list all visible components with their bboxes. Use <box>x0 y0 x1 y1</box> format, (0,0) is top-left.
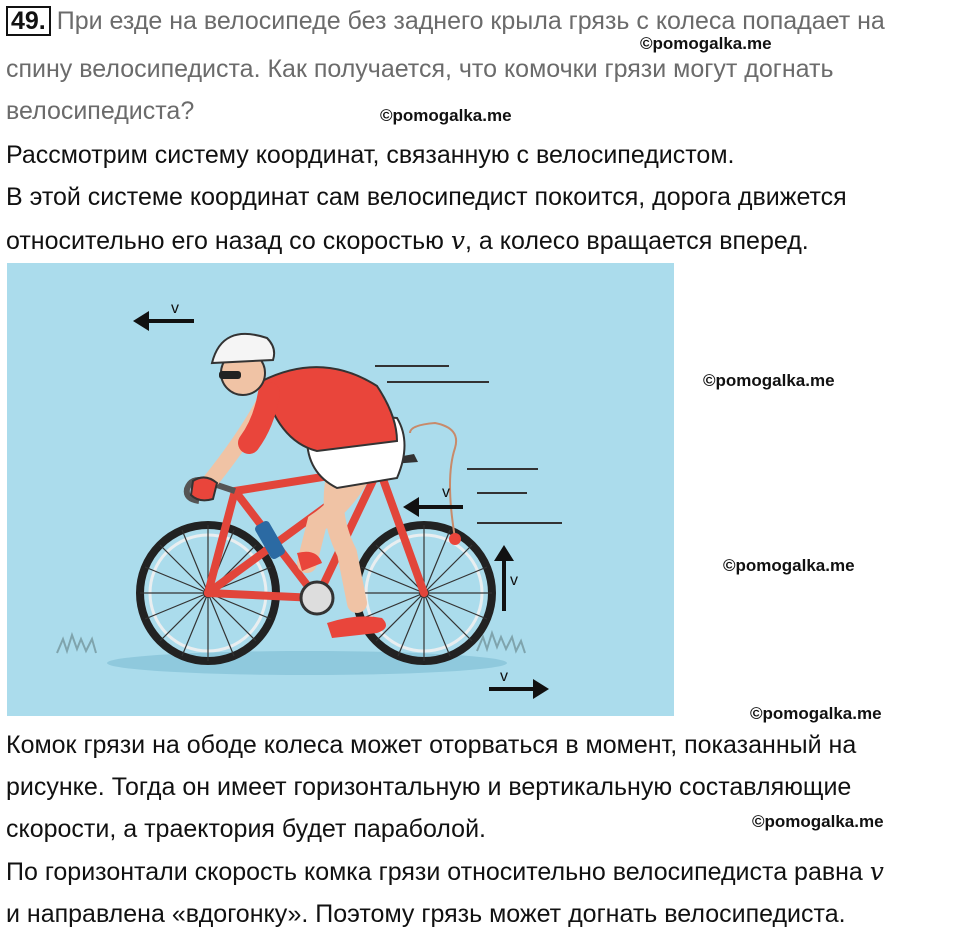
arrow-top-left <box>133 311 194 331</box>
solution-p4a-pre: По горизонтали скорость комка грязи относительно велосипедиста равна <box>6 858 870 886</box>
label-top-left: v <box>171 300 179 317</box>
problem-line-3: велосипедиста? <box>6 97 195 125</box>
mud-trajectory <box>410 423 456 538</box>
helmet <box>212 334 274 363</box>
arrow-mud <box>403 497 463 517</box>
solution-p3c: скорости, а траектория будет параболой. <box>6 815 486 843</box>
grass-left <box>57 635 96 653</box>
chainring <box>301 582 333 614</box>
grass-right <box>477 633 525 653</box>
solution-p3a: Комок грязи на ободе колеса может оторваться в момент, показанный на <box>6 731 857 759</box>
problem-line-2: спину велосипедиста. Как получается, что комочки грязи могут догнать <box>6 55 834 83</box>
watermark-3: ©pomogalka.me <box>703 371 835 390</box>
watermark-4: ©pomogalka.me <box>723 556 855 575</box>
shoe-2 <box>327 616 386 638</box>
velocity-symbol: v <box>450 226 465 255</box>
shirt <box>262 367 397 451</box>
watermark-1: ©pomogalka.me <box>640 34 772 53</box>
solution-p2a: В этой системе координат сам велосипедист покоится, дорога движется <box>6 183 847 211</box>
velocity-symbol-2: v <box>869 857 884 886</box>
label-road: v <box>500 668 508 685</box>
solution-p2b <box>6 226 809 256</box>
problem-number: 49. <box>6 6 51 36</box>
solution-p3b: рисунке. Тогда он имеет горизонтальную и вертикальную составляющие <box>6 773 852 801</box>
solution-p4b: и направлена «вдогонку». Поэтому грязь может догнать велосипедиста. <box>6 900 846 928</box>
watermark-6: ©pomogalka.me <box>752 812 884 831</box>
solution-p4a <box>6 857 884 887</box>
watermark-2: ©pomogalka.me <box>380 106 512 125</box>
glove <box>191 477 217 500</box>
sleeve <box>249 393 269 443</box>
label-vertical: v <box>510 572 518 589</box>
solution-p2b-pre: относительно его назад со скоростью <box>6 227 451 255</box>
solution-p1: Рассмотрим систему координат, связанную с велосипедистом. <box>6 141 735 169</box>
bicycle-figure <box>7 263 674 716</box>
sunglasses <box>219 371 241 379</box>
arrow-road <box>489 679 549 699</box>
cyclist-illustration <box>7 263 674 716</box>
problem-text-1: При езде на велосипеде без заднего крыла грязь с колеса попадает на <box>56 7 885 35</box>
solution-p2b-post: , а колесо вращается вперед. <box>465 227 809 255</box>
watermark-5: ©pomogalka.me <box>750 704 882 723</box>
mud-lump <box>449 533 461 545</box>
label-mud: v <box>442 484 450 501</box>
problem-line-1 <box>6 6 885 36</box>
